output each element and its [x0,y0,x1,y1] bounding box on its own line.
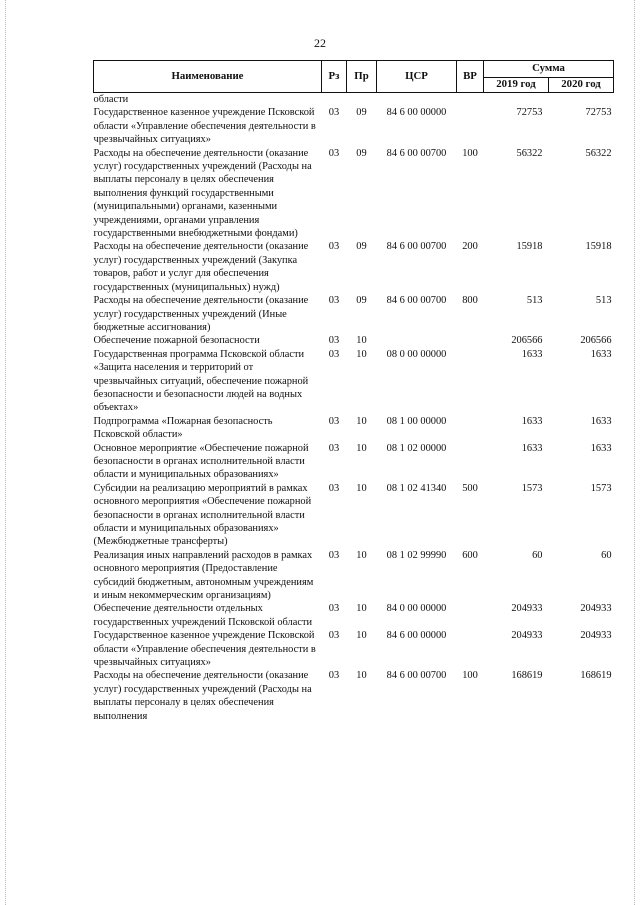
cell-rz: 03 [328,603,340,615]
table-row [94,669,614,723]
cell-sum-2020: 1633 [590,348,612,360]
cell-sum-2019: 15918 [516,241,543,253]
cell-sum-2020: 513 [595,295,612,307]
header-csr: ЦСР [377,61,457,93]
cell-name: Основное мероприятие «Обеспечение пожарной безопасности в органах исполнительной власти области и муниципальных образованиях» [93,442,309,481]
cell-vr [457,334,484,347]
cell-pr: 10 [356,348,367,360]
table-row [94,334,614,347]
cell-sum-2019: 56322 [516,147,543,159]
table-row [94,348,614,415]
cell-pr: 09 [356,107,367,119]
cell-csr: 84 6 00 00700 [386,241,447,253]
cell-vr [457,442,484,482]
cell-rz: 03 [328,549,340,561]
cell-vr: 100 [462,147,478,159]
cell-sum-2020: 72753 [585,107,612,119]
table-row [94,93,614,107]
header-pr: Пр [347,61,377,93]
cell-vr: 200 [462,241,478,253]
table-body [94,93,614,724]
cell-sum-2020: 168619 [580,670,612,682]
cell-csr: 08 1 02 00000 [386,442,447,454]
cell-sum-2020: 204933 [580,630,612,642]
cell-sum-2019 [484,93,549,107]
cell-csr: 08 1 02 41340 [386,482,447,494]
cell-csr: 08 1 02 99990 [386,549,447,561]
cell-sum-2019: 1633 [521,442,543,454]
cell-vr [457,602,484,629]
cell-rz: 03 [328,107,340,119]
table-row [94,294,614,334]
cell-pr [347,93,377,107]
cell-csr: 84 6 00 00000 [386,630,447,642]
cell-sum-2020: 1573 [590,482,612,494]
table-row [94,442,614,482]
table-row [94,549,614,603]
cell-pr: 10 [356,442,367,454]
cell-rz: 03 [328,415,340,427]
cell-name: Субсидии на реализацию мероприятий в рамках основного мероприятия «Обеспечение пожарной безопасности в органах исполнительной власти области и муниципальных образованиях» (Межбюджетные трансферты) [93,482,312,548]
cell-rz: 03 [328,241,340,253]
cell-name: Государственное казенное учреждение Псковской области «Управление обеспечения деятельности в чрезвычайных ситуациях» [93,630,316,669]
cell-rz: 03 [328,335,340,347]
cell-rz: 03 [328,482,340,494]
cell-pr: 10 [356,603,367,615]
cell-sum-2019: 1633 [521,415,543,427]
cell-name: Реализация иных направлений расходов в рамках основного мероприятия (Предоставление субсидий бюджетным, автономным учреждениям и иным некоммерческим организациям) [93,549,314,602]
table-row [94,415,614,442]
cell-sum-2019: 206566 [511,335,543,347]
cell-pr: 10 [356,670,367,682]
cell-name: Государственная программа Псковской области «Защита населения и территорий от чрезвычайных ситуаций, обеспечение пожарной безопасности и безопасности людей на водных объектах» [93,348,309,414]
cell-name: Расходы на обеспечение деятельности (оказание услуг) государственных учреждений (Иные бюджетные ассигнования) [93,295,309,333]
cell-name: области [93,94,129,105]
cell-sum-2020: 15918 [585,241,612,253]
header-year-2019: 2019 год [484,78,549,93]
cell-csr: 08 0 00 00000 [386,348,447,360]
header-rz: Рз [322,61,347,93]
table-row [94,240,614,294]
cell-pr: 09 [356,147,367,159]
cell-rz [322,93,347,107]
cell-name: Обеспечение деятельности отдельных государственных учреждений Псковской области [93,603,313,628]
cell-sum-2019: 204933 [511,630,543,642]
page-number: 22 [314,36,326,50]
table-row [94,147,614,241]
cell-sum-2019: 72753 [516,107,543,119]
cell-sum-2019: 204933 [511,603,543,615]
cell-rz: 03 [328,442,340,454]
cell-sum-2019: 1633 [521,348,543,360]
cell-sum-2019: 168619 [511,670,543,682]
cell-pr: 10 [356,549,367,561]
header-name: Наименование [94,61,322,93]
cell-vr: 500 [462,482,478,494]
cell-rz: 03 [328,348,340,360]
cell-csr: 84 0 00 00000 [386,603,447,615]
table-row [94,482,614,549]
cell-vr: 800 [462,295,478,307]
cell-csr: 84 6 00 00700 [386,295,447,307]
cell-name: Расходы на обеспечение деятельности (оказание услуг) государственных учреждений (Закупка товаров, работ и услуг для обеспечения государственных (муниципальных) нужд) [93,241,309,293]
cell-pr: 09 [356,295,367,307]
cell-sum-2020: 206566 [580,335,612,347]
cell-rz: 03 [328,295,340,307]
cell-sum-2019: 60 [532,549,543,561]
table-row [94,629,614,669]
header-sum: Сумма [484,61,614,78]
cell-csr: 84 6 00 00000 [386,107,447,119]
cell-vr [457,106,484,146]
cell-csr: 08 1 00 00000 [386,415,447,427]
cell-vr: 600 [462,549,478,561]
header-year-2020: 2020 год [549,78,614,93]
table-row [94,106,614,146]
cell-sum-2020: 1633 [590,442,612,454]
cell-sum-2020 [549,93,614,107]
cell-sum-2020: 56322 [585,147,612,159]
cell-vr [457,93,484,107]
cell-rz: 03 [328,630,340,642]
cell-vr [457,629,484,669]
cell-rz: 03 [328,147,340,159]
cell-vr [457,415,484,442]
cell-rz: 03 [328,670,340,682]
cell-name: Подпрограмма «Пожарная безопасность Псковской области» [93,415,273,441]
cell-pr: 09 [356,241,367,253]
scan-edge-left [5,0,6,905]
cell-name: Расходы на обеспечение деятельности (оказание услуг) государственных учреждений (Расходы на выплаты персоналу в целях обеспечения выполнения [93,670,312,722]
cell-sum-2020: 1633 [590,415,612,427]
cell-name: Государственное казенное учреждение Псковской области «Управление обеспечения деятельности в чрезвычайных ситуациях» [93,107,316,146]
cell-csr [377,334,457,347]
cell-sum-2020: 60 [601,549,612,561]
cell-csr: 84 6 00 00700 [386,670,447,682]
cell-sum-2020: 204933 [580,603,612,615]
cell-pr: 10 [356,415,367,427]
cell-csr [377,93,457,107]
cell-pr: 10 [356,335,367,347]
scan-edge-right [634,0,635,905]
cell-csr: 84 6 00 00700 [386,147,447,159]
table-header [94,61,614,93]
cell-sum-2019: 513 [526,295,543,307]
cell-vr [457,348,484,415]
cell-name: Расходы на обеспечение деятельности (оказание услуг) государственных учреждений (Расходы на выплаты персоналу в целях обеспечения выполнения функций государственными (муниципальными) органами, казенными учреждениями, органами управления государственными внебюджетными фондами) [93,147,312,240]
cell-sum-2019: 1573 [521,482,543,494]
cell-name: Обеспечение пожарной безопасности [93,335,260,347]
header-vr: ВР [457,61,484,93]
table-row [94,602,614,629]
cell-pr: 10 [356,630,367,642]
cell-vr: 100 [462,670,478,682]
cell-pr: 10 [356,482,367,494]
budget-table [93,60,614,723]
